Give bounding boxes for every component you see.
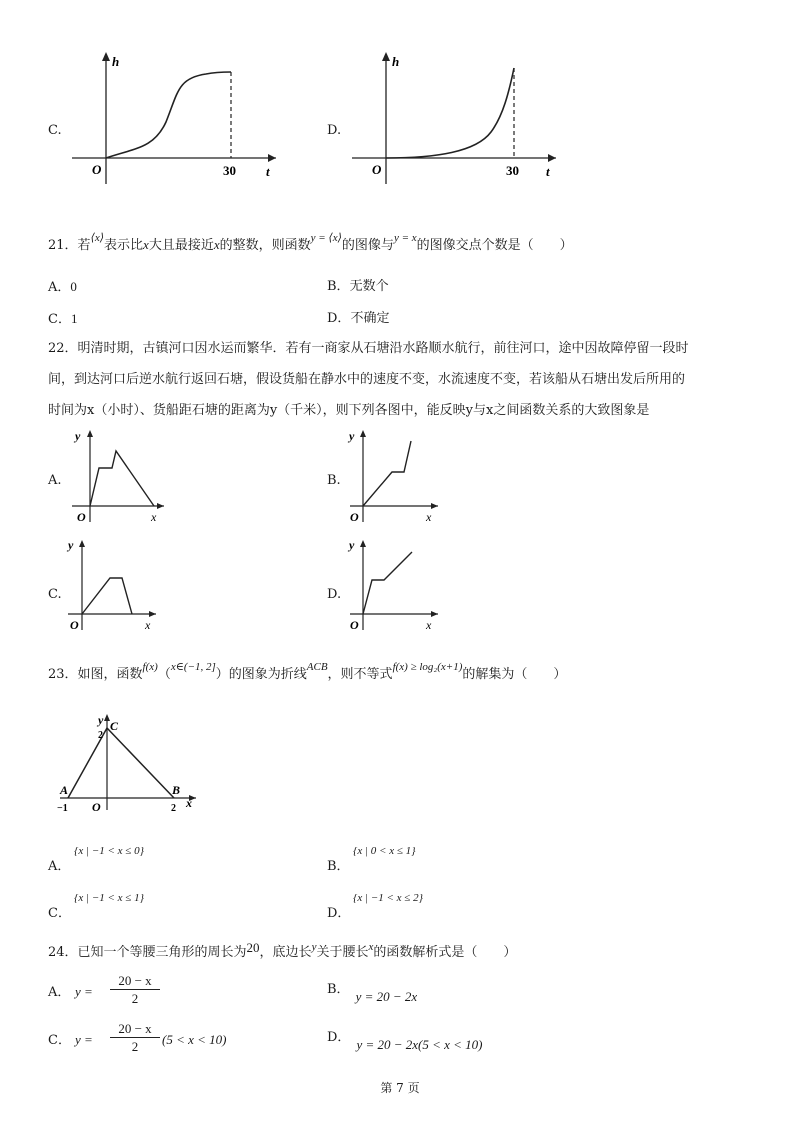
- q22a-y: y: [75, 429, 81, 443]
- option-text: y =: [75, 984, 93, 999]
- graph-d: [346, 44, 566, 184]
- q24-text: 关于腰长: [316, 945, 369, 960]
- q24-perimeter: 20: [246, 940, 260, 955]
- q22d-x: x: [426, 618, 432, 632]
- q23-domain: x∈(−1, 2]: [170, 661, 216, 673]
- q21-option-b[interactable]: [327, 280, 389, 293]
- q23-point-c: C: [110, 719, 119, 733]
- q23-text: 23．如图，函数: [48, 667, 143, 682]
- q21-text: 的图像交点个数是（ ）: [416, 238, 573, 253]
- option-text: 无数个: [349, 279, 389, 294]
- option-text: {x | −1 < x ≤ 0}: [74, 845, 144, 857]
- option-label: D．: [327, 906, 351, 921]
- q24-text: ，底边长: [259, 945, 312, 960]
- q21-text: 表示比: [104, 238, 144, 253]
- graph-c-t: t: [266, 164, 270, 179]
- q23-acb: ACB: [306, 661, 328, 673]
- graph-c-label: C.: [48, 123, 62, 138]
- q22-graph-b-label: B.: [327, 473, 341, 488]
- option-label: D．: [327, 311, 351, 326]
- q22-graph-a-label: A.: [48, 473, 62, 488]
- graph-d-t: t: [546, 164, 550, 179]
- option-label: A．: [48, 280, 71, 295]
- q21-var-x2: x: [213, 237, 220, 252]
- q22-graph-d[interactable]: [344, 536, 454, 636]
- q22c-y: y: [68, 538, 74, 552]
- option-label: B．: [327, 982, 350, 997]
- q23-tick-2y: 2: [98, 730, 103, 741]
- q22-line-2: 间，到达河口后逆水航行返回石塘，假设货船在静水中的速度不变，水流速度不变，若该船从石塘出发后所用的: [48, 372, 686, 387]
- graph-d-30: 30: [506, 163, 519, 178]
- q21-text: 大且最接近: [148, 238, 214, 253]
- option-text: y = 20 − 2x(5 < x < 10): [356, 1037, 483, 1052]
- q22-graph-d-label: D.: [327, 587, 342, 602]
- q23-axis-x: x: [186, 796, 192, 810]
- q23-text: ，则不等式: [327, 667, 393, 682]
- q22b-y: y: [349, 429, 355, 443]
- q21-option-d[interactable]: [327, 312, 389, 325]
- option-label: B．: [327, 859, 350, 874]
- q23-text: 的解集为（ ）: [462, 667, 567, 682]
- option-text: 1: [70, 311, 78, 326]
- option-text: {x | 0 < x ≤ 1}: [353, 845, 416, 857]
- q22-graph-b[interactable]: [344, 426, 454, 526]
- graph-d-h: h: [392, 54, 400, 69]
- q23-paren: （: [157, 667, 171, 682]
- option-label: A．: [48, 985, 71, 1000]
- q22c-o: O: [70, 618, 79, 632]
- option-label: A．: [48, 859, 71, 874]
- option-label: D．: [327, 1030, 351, 1045]
- option-text: y =: [75, 1032, 93, 1047]
- q21-stem: [48, 232, 573, 253]
- q23-tick-2x: 2: [171, 803, 176, 814]
- q23-paren: ）: [215, 667, 229, 682]
- q23-origin: O: [92, 800, 101, 814]
- q21-line: y = x: [393, 232, 417, 244]
- option-text: {x | −1 < x ≤ 1}: [74, 892, 144, 904]
- q21-text: 的图像与: [341, 238, 394, 253]
- q24-option-d[interactable]: [327, 1030, 483, 1052]
- q23-point-b: B: [172, 783, 181, 797]
- q23-fx: f(x): [142, 661, 158, 673]
- q21-var-x: x: [143, 237, 149, 252]
- q22-line-1: 22．明清时期，古镇河口因水运而繁华．若有一商家从石塘沿水路顺水航行，前往河口，途中因故障停留一段时: [48, 341, 689, 356]
- q23-text: 的图象为折线: [228, 667, 307, 682]
- q23-tick-neg1: −1: [57, 803, 68, 814]
- q21-option-c[interactable]: [48, 312, 77, 326]
- q24-stem: [48, 940, 517, 960]
- option-text: 0: [70, 279, 77, 294]
- q22b-o: O: [350, 510, 359, 524]
- q22d-y: y: [349, 538, 355, 552]
- option-text: y = 20 − 2x: [355, 989, 418, 1004]
- q24-y: y: [311, 941, 317, 953]
- option-label: C．: [48, 312, 71, 327]
- q22-graph-a[interactable]: [66, 426, 176, 526]
- fraction-numerator: 20 − x: [110, 1022, 160, 1038]
- option-label: C．: [48, 906, 71, 921]
- option-label: B．: [327, 279, 350, 294]
- graph-c-o: O: [92, 162, 102, 177]
- q22c-x: x: [145, 618, 151, 632]
- q22-graph-c-label: C.: [48, 587, 62, 602]
- q21-option-a[interactable]: [48, 280, 77, 294]
- q22d-o: O: [350, 618, 359, 632]
- page-number: 第 7 页: [380, 1081, 420, 1095]
- fraction-denominator: 2: [131, 1039, 139, 1054]
- q23-inequality: f(x) ≥ log₂(x+1): [392, 661, 463, 673]
- option-text: (5 < x < 10): [162, 1032, 227, 1047]
- q22-line-3: 时间为x（小时）、货船距石塘的距离为y（千米），则下列各图中，能反映y与x之间函数关系的大致图象是: [48, 403, 650, 418]
- q22-graph-c[interactable]: [62, 536, 172, 636]
- graph-d-label: D.: [327, 123, 342, 138]
- q22a-x: x: [151, 510, 157, 524]
- q23-axis-y: y: [98, 713, 104, 727]
- q21-func: y = ⟨x⟩: [310, 232, 342, 244]
- q23-figure: [56, 710, 206, 815]
- graph-c-30: 30: [223, 163, 236, 178]
- q24-option-b[interactable]: [327, 982, 418, 1004]
- fraction-denominator: 2: [131, 991, 139, 1006]
- q24-text: 的函数解析式是（ ）: [373, 945, 517, 960]
- q21-num: 21．: [48, 238, 78, 253]
- q22b-x: x: [426, 510, 432, 524]
- q24-text: 24．已知一个等腰三角形的周长为: [48, 945, 247, 960]
- graph-c-h: h: [112, 54, 120, 69]
- graph-d-o: O: [372, 162, 382, 177]
- option-label: C．: [48, 1033, 71, 1048]
- q21-bracket-x: ⟨x⟩: [90, 232, 105, 244]
- q23-point-a: A: [60, 783, 69, 797]
- q22a-o: O: [77, 510, 86, 524]
- fraction-numerator: 20 − x: [110, 974, 160, 990]
- graph-c: [66, 44, 286, 184]
- option-text: {x | −1 < x ≤ 2}: [353, 892, 423, 904]
- option-text: 不确定: [350, 311, 390, 326]
- q21-text: 若: [77, 238, 91, 253]
- q24-x: x: [368, 941, 374, 953]
- q21-text: 的整数，则函数: [219, 238, 311, 253]
